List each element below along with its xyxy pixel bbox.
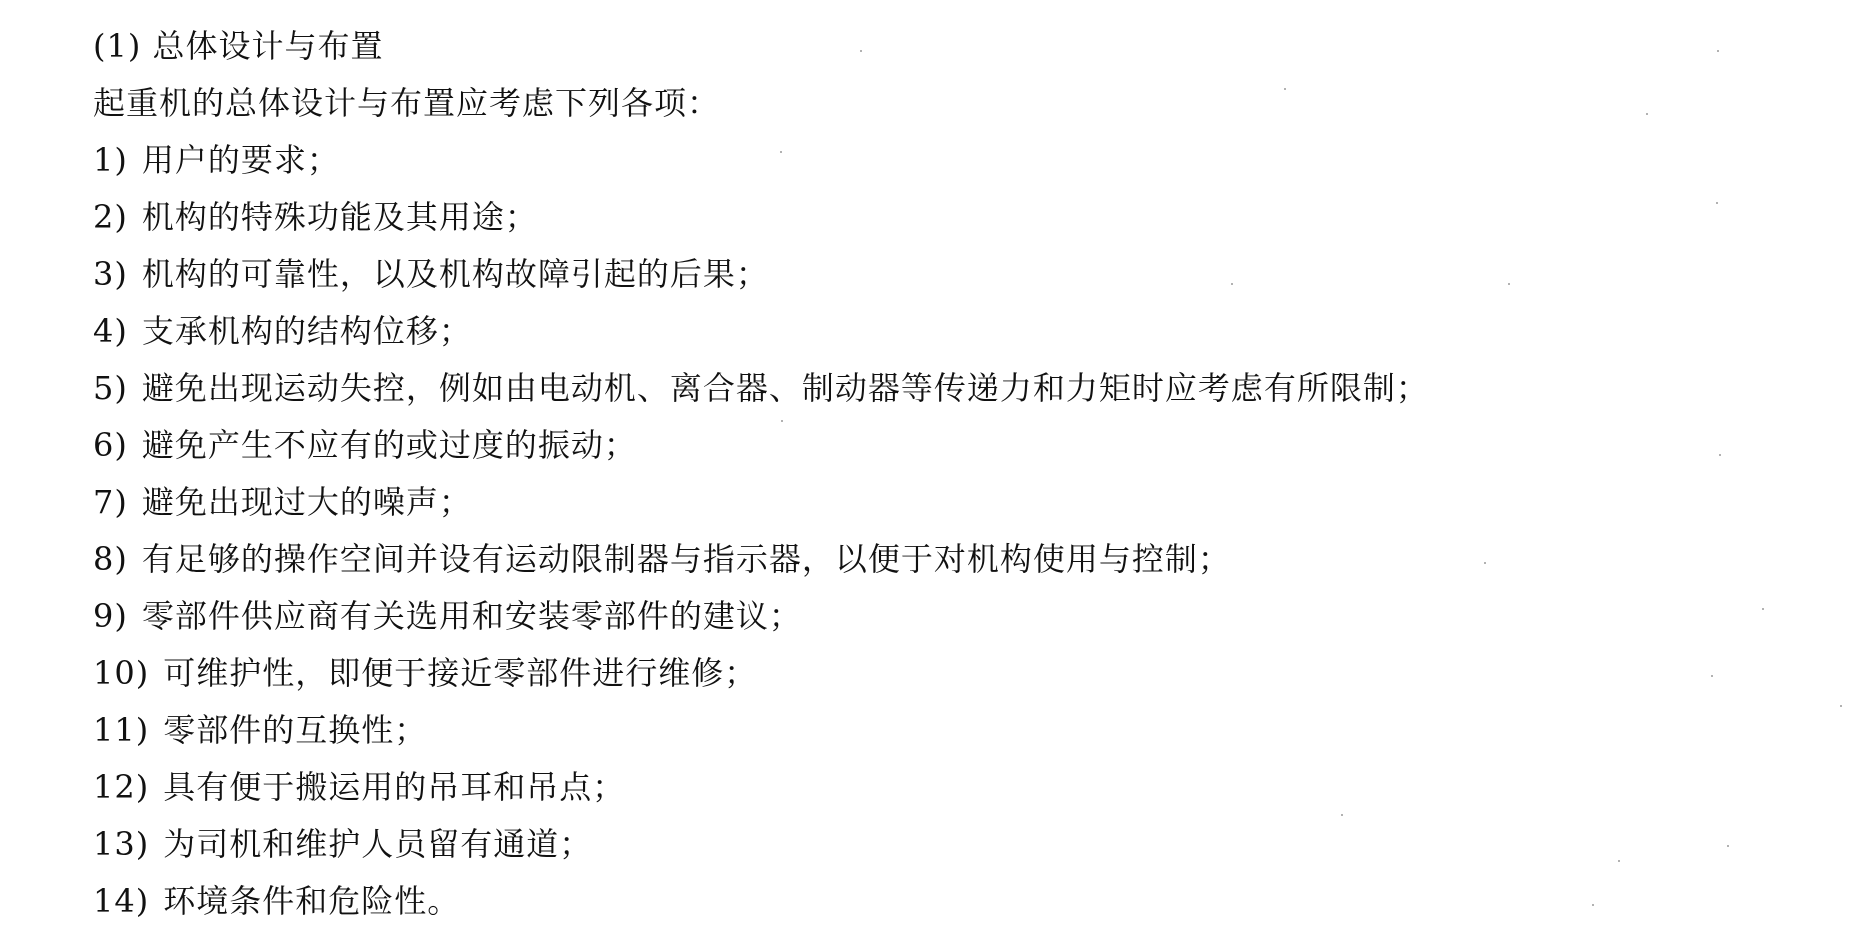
item-number: 13) (93, 825, 150, 863)
item-number: 11) (93, 711, 150, 749)
scan-speck (1618, 860, 1620, 862)
scan-speck (1727, 845, 1729, 847)
requirements-list (93, 136, 1429, 934)
item-text: 可维护性，即便于接近零部件进行维修； (163, 654, 758, 692)
item-text: 用户的要求； (141, 141, 340, 179)
scan-speck (1484, 562, 1486, 564)
scan-speck (1231, 283, 1233, 285)
scan-speck (1762, 608, 1764, 610)
item-text: 支承机构的结构位移； (141, 312, 472, 350)
item-number: 2) (93, 198, 128, 236)
list-item (93, 820, 1429, 877)
item-number: 14) (93, 882, 150, 920)
item-text: 零部件供应商有关选用和安装零部件的建议； (141, 597, 802, 635)
list-item (93, 193, 1429, 250)
item-number: 8) (93, 540, 128, 578)
list-item (93, 364, 1429, 421)
item-number: 5) (93, 369, 128, 407)
list-item (93, 421, 1429, 478)
list-item (93, 307, 1429, 364)
list-item (93, 136, 1429, 193)
intro-paragraph: 起重机的总体设计与布置应考虑下列各项： (93, 84, 721, 122)
scan-speck (1716, 202, 1718, 204)
list-item (93, 250, 1429, 307)
item-text: 机构的可靠性，以及机构故障引起的后果； (141, 255, 769, 293)
item-text: 避免出现过大的噪声； (141, 483, 472, 521)
item-number: 4) (93, 312, 128, 350)
scan-speck (781, 420, 783, 422)
item-text: 具有便于搬运用的吊耳和吊点； (163, 768, 626, 806)
scan-speck (1284, 88, 1286, 90)
item-number: 7) (93, 483, 128, 521)
scan-speck (1717, 50, 1719, 52)
scan-speck (1341, 814, 1343, 816)
item-text: 避免出现运动失控，例如由电动机、离合器、制动器等传递力和力矩时应考虑有所限制； (141, 369, 1429, 407)
scan-speck (780, 151, 782, 153)
item-number: 10) (93, 654, 150, 692)
item-number: 12) (93, 768, 150, 806)
item-text: 有足够的操作空间并设有运动限制器与指示器，以便于对机构使用与控制； (141, 540, 1231, 578)
section-title: (1) 总体设计与布置 (93, 27, 384, 65)
item-number: 1) (93, 141, 128, 179)
list-item (93, 763, 1429, 820)
list-item (93, 592, 1429, 649)
list-item (93, 535, 1429, 592)
scan-speck (860, 50, 862, 52)
item-number: 6) (93, 426, 128, 464)
item-text: 机构的特殊功能及其用途； (141, 198, 538, 236)
list-item (93, 706, 1429, 763)
item-number: 9) (93, 597, 128, 635)
scan-speck (1719, 454, 1721, 456)
scan-speck (1508, 283, 1510, 285)
scan-speck (1711, 675, 1713, 677)
item-text: 环境条件和危险性。 (163, 882, 461, 920)
scan-speck (1840, 705, 1842, 707)
scan-speck (1592, 904, 1594, 906)
list-item (93, 649, 1429, 706)
item-text: 零部件的互换性； (163, 711, 428, 749)
item-text: 为司机和维护人员留有通道； (163, 825, 593, 863)
scan-speck (1646, 113, 1648, 115)
list-item (93, 478, 1429, 535)
item-number: 3) (93, 255, 128, 293)
item-text: 避免产生不应有的或过度的振动； (141, 426, 637, 464)
list-item (93, 877, 1429, 934)
